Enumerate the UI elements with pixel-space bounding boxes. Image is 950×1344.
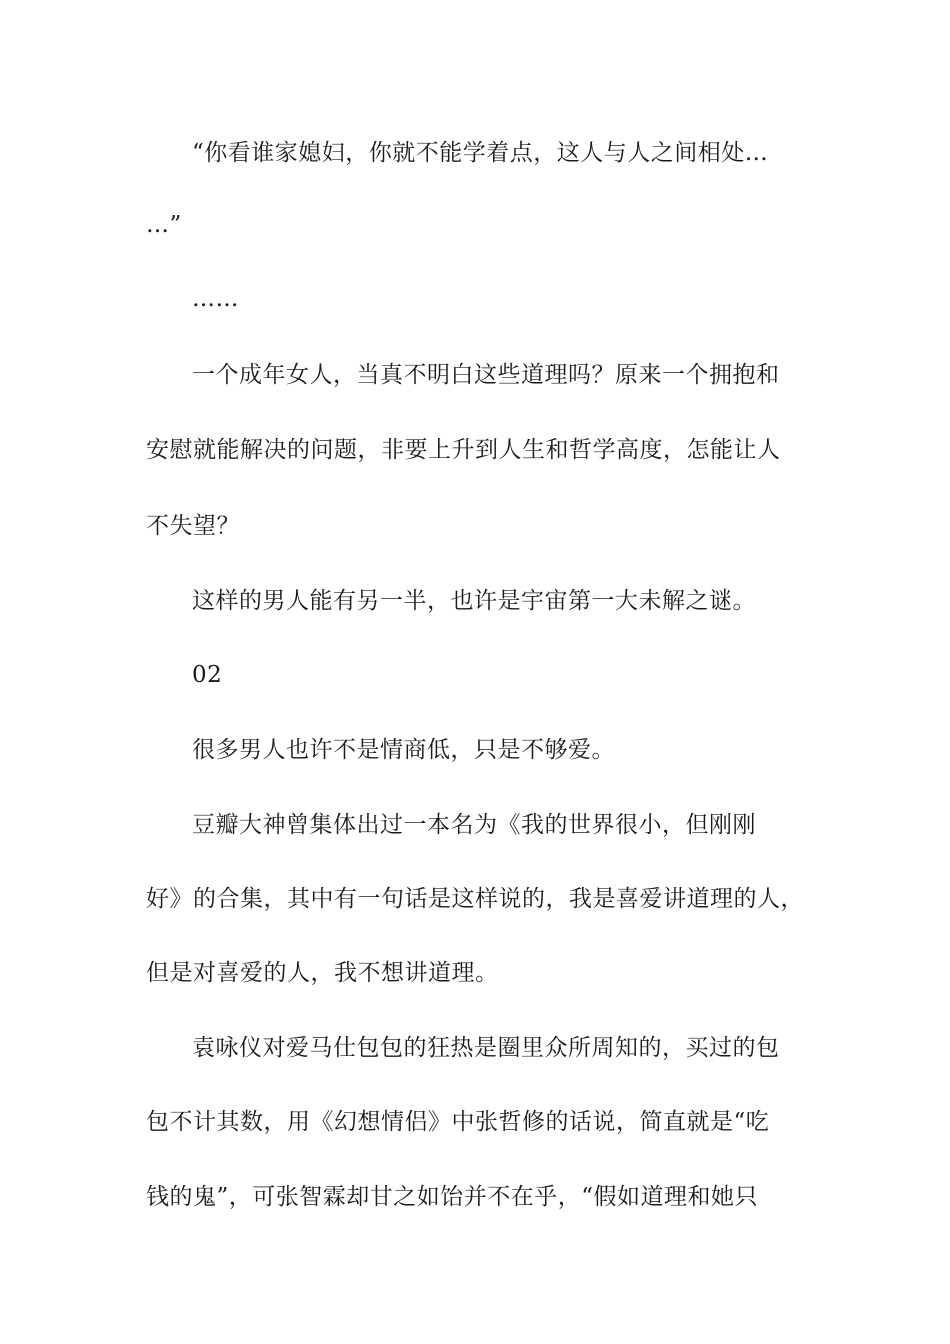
text-line: 好》的合集，其中有一句话是这样说的，我是喜爱讲道理的人，: [146, 886, 804, 912]
text-line: …”: [146, 212, 182, 238]
text-line: ……: [192, 286, 239, 312]
text-line: 很多男人也许不是情商低，只是不够爱。: [192, 737, 615, 763]
text-line: 钱的鬼”，可张智霖却甘之如饴并不在乎，“假如道理和她只: [146, 1184, 759, 1210]
text-line: 豆瓣大神曾集体出过一本名为《我的世界很小，但刚刚: [192, 812, 756, 838]
text-line: 这样的男人能有另一半，也许是宇宙第一大未解之谜。: [192, 588, 756, 614]
section-number: 02: [192, 662, 223, 688]
text-line: 包不计其数，用《幻想情侣》中张哲修的话说，简直就是“吃: [146, 1109, 770, 1135]
text-line: “你看谁家媳妇，你就不能学着点，这人与人之间相处…: [192, 140, 769, 166]
text-line: 但是对喜爱的人，我不想讲道理。: [146, 960, 499, 986]
text-line: 袁咏仪对爱马仕包包的狂热是圈里众所周知的，买过的包: [192, 1035, 780, 1061]
text-line: 一个成年女人，当真不明白这些道理吗？原来一个拥抱和: [192, 362, 780, 388]
text-line: 不失望？: [146, 513, 240, 539]
text-line: 安慰就能解决的问题，非要上升到人生和哲学高度，怎能让人: [146, 437, 781, 463]
